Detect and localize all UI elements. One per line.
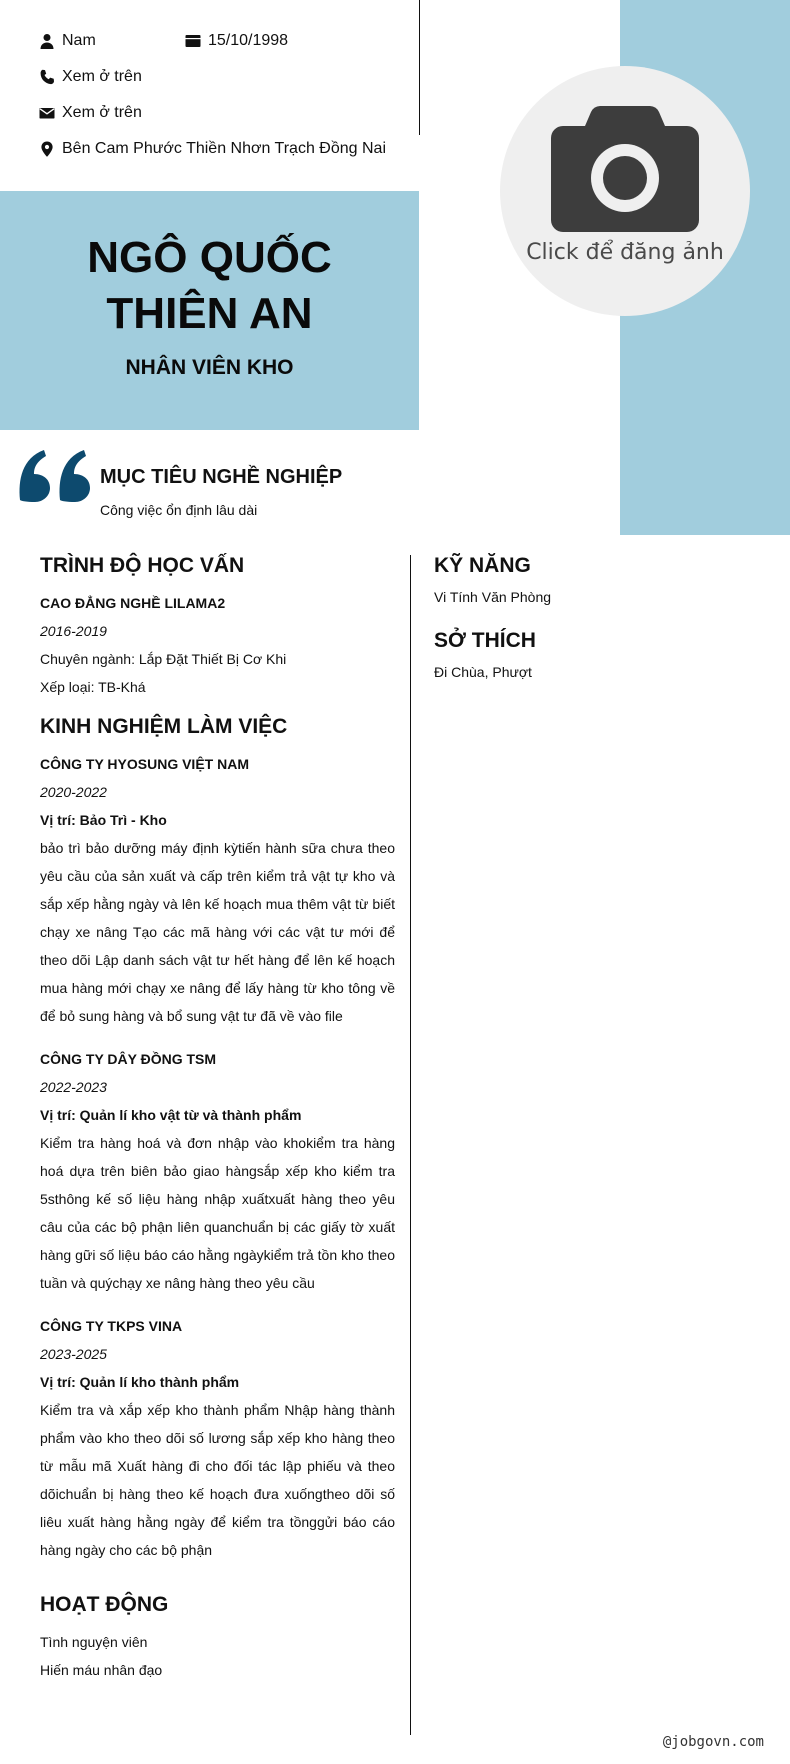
job-role: Vị trí: Quản lí kho thành phẩm	[40, 1374, 240, 1390]
job-role: Vị trí: Bảo Trì - Kho	[40, 812, 167, 828]
person-icon	[38, 32, 56, 50]
location-pin-icon	[38, 140, 56, 158]
activity-item: Hiến máu nhân đạo	[40, 1662, 163, 1678]
skills-text: Vi Tính Văn Phòng	[434, 589, 552, 605]
photo-upload[interactable]	[500, 66, 750, 316]
gender-text: Nam	[62, 32, 96, 49]
quote-icon	[18, 450, 93, 502]
contact-email	[38, 104, 142, 122]
education-school: CAO ĐẲNG NGHỀ LILAMA2	[40, 595, 226, 611]
education-period: 2016-2019	[40, 623, 107, 639]
watermark: @jobgovn.com	[662, 1734, 764, 1750]
contact-phone	[38, 68, 142, 86]
objective-title: MỤC TIÊU NGHỀ NGHIỆP	[100, 466, 343, 488]
education-rank: Xếp loại: TB-Khá	[40, 679, 146, 695]
contact-address	[38, 140, 386, 158]
job-description: Kiểm tra hàng hoá và đơn nhập vào khokiểm tra hàng hoá dựa trên biên bảo giao hàngsắp xếp kho kiểm tra 5sthông kế số liệu hàng nhập xuấtxuất hàng theo yêu câu của các bộ phận liên quanchuẩn bị các giấy tờ xuất hàng gữi số liệu báo cáo hằng ngàykiểm trả tồn kho theo tuần và quýchạy xe nâng hàng theo yêu cầu	[40, 1135, 395, 1291]
job-role: Vị trí: Quản lí kho vật từ và thành phẩm	[40, 1107, 302, 1123]
job-company: CÔNG TY HYOSUNG VIỆT NAM	[40, 756, 249, 772]
activity-item: Tình nguyện viên	[40, 1634, 148, 1650]
job-description: bảo trì bảo dưỡng máy định kỳtiến hành sữa chưa theo yêu cầu của sản xuất và cấp trên kiểm trả vật tự kho và sắp xếp hằng ngày và lên kế hoạch mua thêm vật từ biết chạy xe nâng Tạo các mã hàng với các vật tư mới để theo dõi Lập danh sách vật tư hết hàng để lên kế hoạch mua hàng mới chạy xe nâng để lấy hàng từ kho tông về để bỏ sung hàng và bổ sung vật tư đã về vào file	[40, 840, 395, 1024]
hobbies-title: SỞ THÍCH	[434, 629, 536, 652]
photo-caption: Click để đăng ảnh	[526, 240, 724, 265]
contact-birthday	[184, 32, 288, 50]
hobbies-text: Đi Chùa, Phượt	[434, 664, 532, 680]
phone-text: Xem ở trên	[62, 68, 142, 85]
education-title: TRÌNH ĐỘ HỌC VẤN	[40, 554, 245, 577]
job-description: Kiểm tra và xắp xếp kho thành phẩm Nhập hàng thành phẩm vào kho theo dõi số lương sắp xếp kho hàng theo từ mẫu mã Xuất hàng đi cho đối tác lập phiếu và theo dõichuẩn bị hàng theo kế hoạch đưa xuốngtheo dõi số liêu xuất hàng hằng ngày để kiểm tra tồnggửi báo cáo hàng ngày cho các bộ phận	[40, 1402, 395, 1558]
job-company: CÔNG TY TKPS VINA	[40, 1318, 183, 1334]
full-name	[0, 230, 419, 342]
name-line-2: THIÊN AN	[106, 289, 313, 338]
education-major: Chuyên ngành: Lắp Đặt Thiết Bị Cơ Khi	[40, 651, 287, 667]
job-company: CÔNG TY DÂY ĐỒNG TSM	[40, 1051, 217, 1067]
calendar-icon	[184, 32, 202, 50]
job-period: 2022-2023	[40, 1079, 107, 1095]
column-divider	[410, 555, 411, 1735]
address-text: Bên Cam Phước Thiền Nhơn Trạch Đồng Nai	[62, 140, 386, 157]
job-title: NHÂN VIÊN KHO	[125, 356, 294, 379]
phone-icon	[38, 68, 56, 86]
envelope-icon	[38, 104, 56, 122]
contact-gender	[38, 32, 96, 50]
name-line-1: NGÔ QUỐC	[87, 233, 332, 282]
skills-title: KỸ NĂNG	[434, 554, 531, 577]
camera-icon	[550, 102, 700, 232]
objective-text: Công việc ổn định lâu dài	[100, 502, 258, 518]
birthday-text: 15/10/1998	[208, 32, 289, 49]
job-period: 2023-2025	[40, 1346, 107, 1362]
email-text: Xem ở trên	[62, 104, 142, 121]
job-period: 2020-2022	[40, 784, 107, 800]
experience-title: KINH NGHIỆM LÀM VIỆC	[40, 715, 288, 738]
activities-title: HOẠT ĐỘNG	[40, 1593, 169, 1616]
header-divider	[419, 0, 420, 135]
